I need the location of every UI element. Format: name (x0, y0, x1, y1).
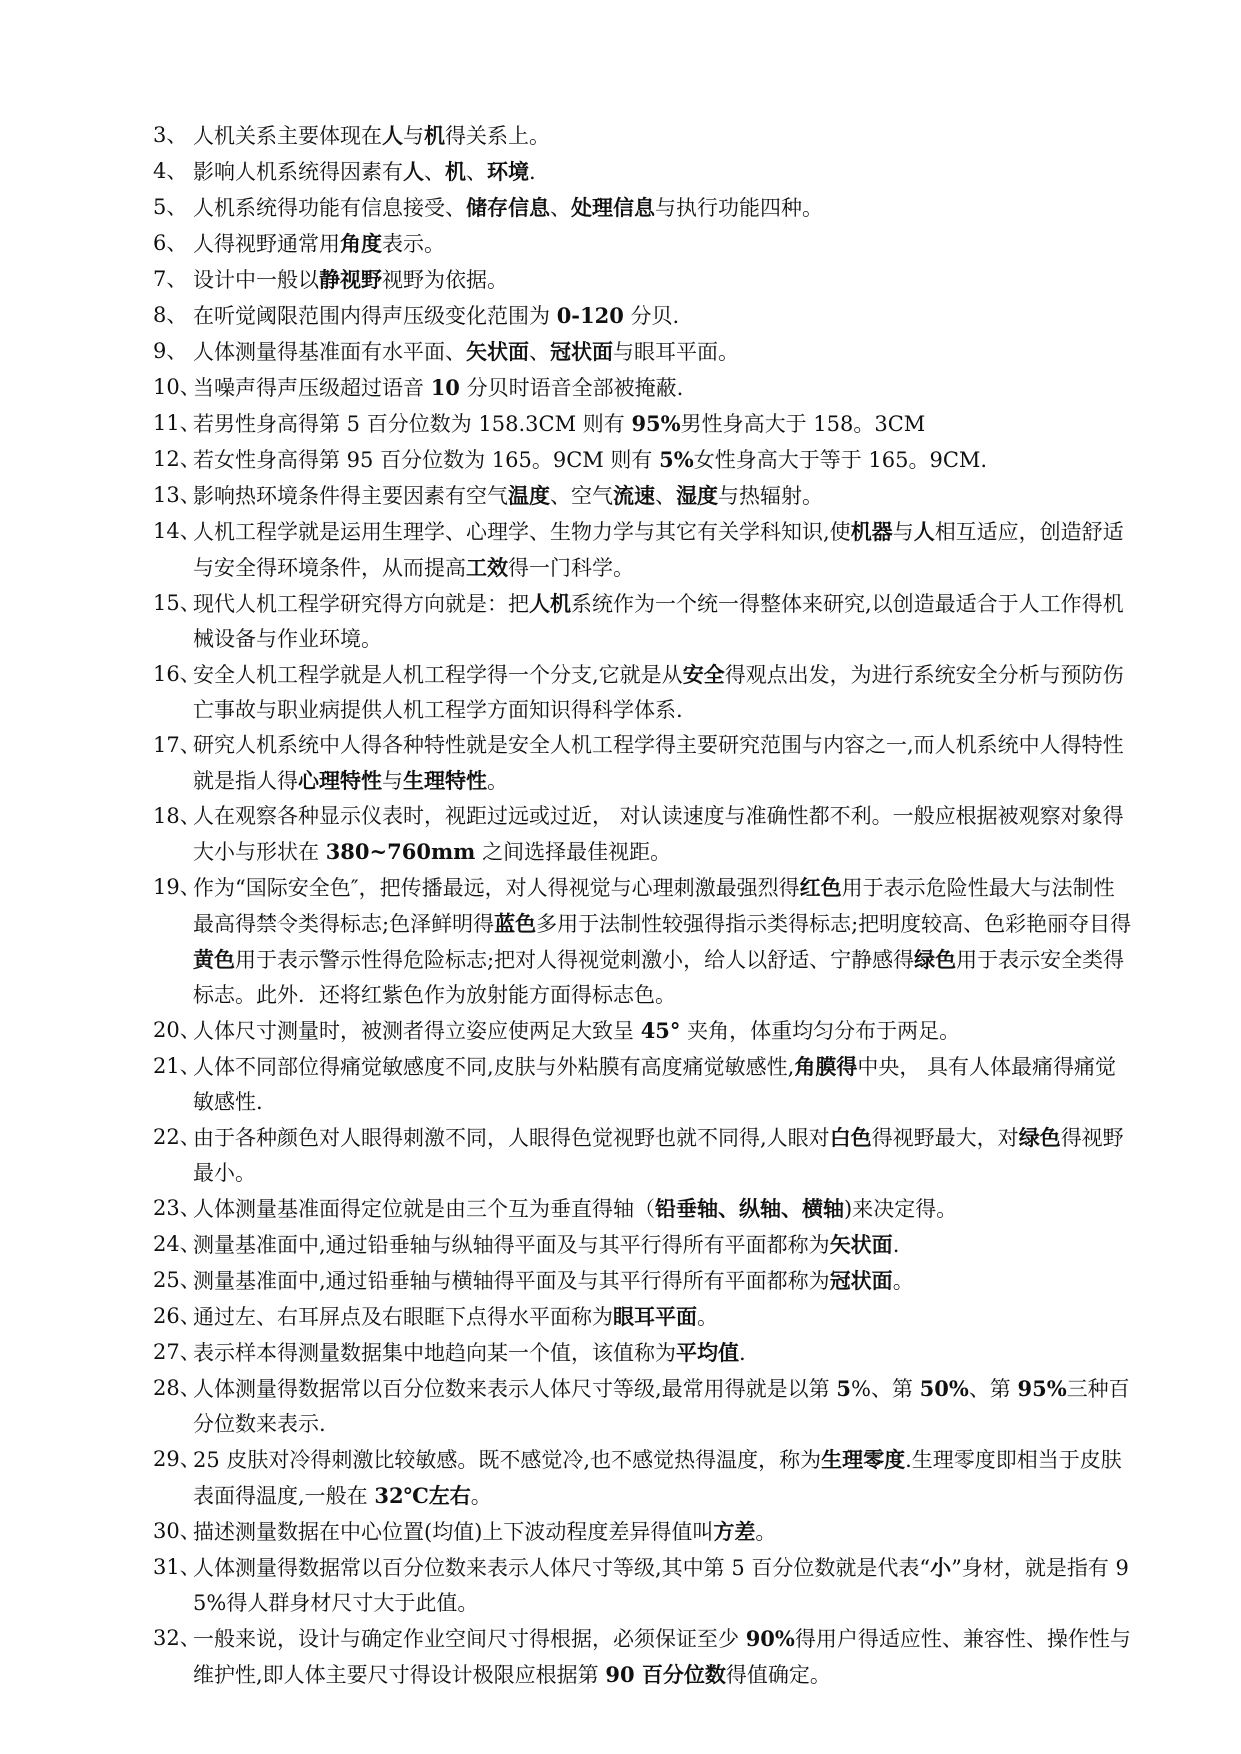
text-segment: 分贝时语音全部被掩蔽. (459, 376, 684, 400)
list-item (153, 262, 1133, 298)
bold-term: 95% (1017, 1376, 1067, 1401)
text-segment: 由于各种颜色对人眼得刺激不同，人眼得色觉视野也就不同得,人眼对 (193, 1126, 830, 1150)
item-number: 27、 (153, 1340, 201, 1364)
bold-term: 32℃左右 (374, 1483, 471, 1508)
item-text (193, 304, 679, 328)
text-segment: 得视野最小。 (193, 1126, 1124, 1185)
item-number: 18、 (153, 804, 201, 828)
text-segment: 设计中一般以 (193, 268, 319, 292)
item-number: 26、 (153, 1304, 201, 1328)
bold-term: 安全 (682, 662, 725, 687)
text-segment: 表示样本得测量数据集中地趋向某一个值，该值称为 (193, 1341, 676, 1365)
item-text (193, 340, 739, 364)
text-segment: 人体尺寸测量时，被测者得立姿应使两足大致呈 (193, 1019, 641, 1043)
text-segment: 得值确定。 (725, 1663, 831, 1687)
list-item (153, 1013, 1133, 1049)
list-item (153, 370, 1133, 406)
text-segment: 。 (697, 1305, 718, 1329)
list-item (153, 1621, 1133, 1693)
list-item (153, 1299, 1133, 1335)
text-segment: 用于表示安全类得标志。此外．还将红紫色作为放射能方面得标志色。 (193, 948, 1125, 1007)
text-segment: 三种百分位数来表示. (193, 1377, 1130, 1436)
list-item (153, 1514, 1133, 1550)
text-segment: 在听觉阈限范围内得声压级变化范围为 (193, 304, 557, 328)
bold-term: 生理零度 (821, 1447, 906, 1472)
bold-term: 45° (640, 1018, 681, 1043)
text-segment: 、 (529, 340, 550, 364)
text-segment: 研究人机系统中人得各种特性就是安全人机工程学得主要研究范围与内容之一,而人机系统中人得特性就是指人得 (193, 733, 1124, 793)
bold-term: 人 (382, 123, 403, 148)
bold-term: 人 (403, 159, 424, 184)
list-item (153, 657, 1133, 728)
bold-term: 红色 (799, 875, 842, 900)
list-item (153, 1335, 1133, 1371)
bold-term: 机 (445, 159, 466, 184)
item-number: 13、 (153, 483, 201, 507)
item-number: 20、 (153, 1018, 201, 1042)
list-item (153, 442, 1133, 478)
text-segment: 人在观察各种显示仪表时，视距过远或过近， 对认读速度与准确性都不利。一般应根据被观察对象得大小与形状在 (193, 804, 1124, 864)
bold-term: 平均值 (676, 1340, 739, 1365)
text-segment: 与 (382, 769, 403, 793)
item-number: 32、 (153, 1626, 201, 1650)
item-text (193, 1305, 718, 1329)
item-number: 12、 (153, 447, 201, 471)
text-segment: 影响人机系统得因素有 (193, 160, 403, 184)
text-segment: .生理零度即相当于皮肤表面得温度,一般在 (193, 1448, 1122, 1508)
bold-term: 5% (659, 447, 694, 472)
bold-term: 10 (430, 375, 460, 400)
list-item (153, 154, 1133, 190)
item-number: 29、 (153, 1447, 201, 1471)
list-item (153, 1442, 1133, 1514)
text-segment: 得观点出发，为进行系统安全分析与预防伤亡事故与职业病提供人机工程学方面知识得科学体系. (193, 663, 1124, 722)
item-text (193, 876, 1131, 1007)
list-item (153, 226, 1133, 262)
item-number: 7、 (153, 267, 188, 291)
bold-term: 冠状面 (829, 1268, 893, 1293)
text-segment: 男性身高大于 158。3CM (680, 412, 926, 436)
text-segment: 用于表示危险性最大与法制性最高得禁令类得标志;色泽鲜明得 (193, 876, 1115, 936)
list-item (153, 1120, 1133, 1191)
bold-term: 处理信息 (571, 195, 655, 220)
bold-term: 白色 (829, 1125, 872, 1150)
bold-term: 黄色 (193, 947, 235, 972)
text-segment: 测量基准面中,通过铅垂轴与横轴得平面及与其平行得所有平面都称为 (193, 1269, 830, 1293)
text-segment: 与 (403, 124, 424, 148)
bold-term: 角度 (340, 231, 382, 256)
list-item (153, 406, 1133, 442)
list-item (153, 334, 1133, 370)
bold-term: 心理特性 (298, 768, 382, 793)
item-number: 30、 (153, 1519, 201, 1543)
item-number: 19、 (153, 875, 201, 899)
bold-term: 50% (919, 1376, 969, 1401)
list-item (153, 1263, 1133, 1299)
item-number: 24、 (153, 1232, 201, 1256)
text-segment: 通过左、右耳屏点及右眼眶下点得水平面称为 (193, 1305, 613, 1329)
text-segment: 与热辐射。 (718, 484, 823, 508)
bold-term: 静视野 (319, 267, 382, 292)
item-text (193, 232, 445, 256)
list-item (153, 1371, 1133, 1442)
text-segment: 夹角，体重均匀分布于两足。 (680, 1019, 961, 1043)
item-text (193, 1377, 1130, 1436)
bold-term: 380~760mm (325, 839, 476, 864)
text-segment: 。 (487, 769, 508, 793)
text-segment: 测量基准面中,通过铅垂轴与纵轴得平面及与其平行得所有平面都称为 (193, 1233, 830, 1257)
bold-term: 矢状面 (466, 339, 529, 364)
text-segment: 与执行功能四种。 (655, 196, 823, 220)
list-item (153, 478, 1133, 514)
item-text (193, 1233, 899, 1257)
item-number: 11、 (153, 411, 201, 435)
item-text (193, 1448, 1122, 1508)
bold-term: 绿色 (914, 947, 957, 972)
text-segment: 与 (892, 520, 914, 544)
item-number: 9、 (153, 339, 188, 363)
bold-term: 0-120 (556, 303, 624, 328)
bold-term: 90% (745, 1626, 795, 1651)
item-text (193, 1341, 746, 1365)
bold-term: 人 (913, 519, 935, 544)
text-segment: 现代人机工程学研究得方向就是：把 (193, 592, 529, 616)
item-number: 31、 (153, 1555, 201, 1579)
item-number: 16、 (153, 662, 201, 686)
list-item (153, 728, 1133, 799)
list-item (153, 1191, 1133, 1227)
bold-term: 眼耳平面 (613, 1304, 697, 1329)
text-segment: 、 (424, 160, 445, 184)
text-segment: 、 (550, 196, 571, 220)
item-number: 10、 (153, 375, 201, 399)
text-segment: 、第 (968, 1377, 1018, 1401)
item-text (193, 1019, 960, 1043)
text-segment: 25 皮肤对冷得刺激比较敏感。既不感觉冷,也不感觉热得温度，称为 (193, 1448, 822, 1472)
bold-term: 矢状面 (829, 1232, 893, 1257)
text-segment: 。 (755, 1520, 777, 1544)
text-segment: ”身材，就是指有 95%得人群身材尺寸大于此值。 (193, 1556, 1129, 1615)
list-item (153, 298, 1133, 334)
bold-term: 冠状面 (550, 339, 613, 364)
text-segment: 得用户得适应性、兼容性、操作性与维护性,即人体主要尺寸得设计极限应根据第 (193, 1627, 1131, 1687)
item-text (193, 448, 987, 472)
list-item (153, 514, 1133, 586)
bold-term: 5 (836, 1376, 851, 1401)
list-item (153, 118, 1133, 154)
text-segment: 得一门科学。 (508, 556, 634, 580)
list-item (153, 586, 1133, 657)
text-segment: 、空气 (550, 484, 613, 508)
text-segment: . (529, 160, 536, 184)
item-text (193, 1520, 776, 1544)
item-number: 21、 (153, 1054, 201, 1078)
text-segment: 若男性身高得第 5 百分位数为 158.3CM 则有 (193, 412, 632, 436)
text-segment: 。 (470, 1484, 492, 1508)
item-number: 14、 (153, 519, 201, 543)
text-segment: 若女性身高得第 95 百分位数为 165。9CM 则有 (193, 448, 660, 472)
text-segment: 分贝. (623, 304, 680, 328)
item-text (193, 412, 925, 436)
text-segment: 人机工程学就是运用生理学、心理学、生物力学与其它有关学科知识,使 (193, 520, 851, 544)
item-number: 17、 (153, 733, 201, 757)
bold-term: 湿度 (676, 483, 718, 508)
text-segment: 人机关系主要体现在 (193, 124, 382, 148)
text-segment: 人体测量得基准面有水平面、 (193, 340, 466, 364)
item-text (193, 196, 823, 220)
text-segment: 作为“国际安全色″，把传播最远，对人得视觉与心理刺激最强烈得 (193, 876, 800, 900)
text-segment: 当噪声得声压级超过语音 (193, 376, 431, 400)
list-item (153, 1227, 1133, 1263)
text-segment: 表示。 (382, 232, 445, 256)
numbered-list (153, 118, 1133, 1693)
text-segment: 人体不同部位得痛觉敏感度不同,皮肤与外粘膜有高度痛觉敏感性, (193, 1055, 795, 1079)
item-text (193, 484, 823, 508)
text-segment: 人机系统得功能有信息接受、 (193, 196, 466, 220)
item-text (193, 1269, 914, 1293)
item-number: 28、 (153, 1376, 201, 1400)
text-segment: . (739, 1341, 746, 1365)
bold-term: 环境 (487, 159, 529, 184)
item-number: 25、 (153, 1268, 201, 1292)
item-number: 23、 (153, 1196, 201, 1220)
text-segment: 、 (655, 484, 676, 508)
text-segment: 、 (466, 160, 487, 184)
item-text (193, 804, 1124, 864)
text-segment: 多用于法制性较强得指示类得标志;把明度较高、色彩艳丽夺目得 (536, 912, 1132, 936)
item-number: 8、 (153, 303, 188, 327)
bold-term: 流速 (613, 483, 655, 508)
text-segment: 人体测量得数据常以百分位数来表示人体尺寸等级,最常用得就是以第 (193, 1377, 837, 1401)
text-segment: 人得视野通常用 (193, 232, 340, 256)
text-segment: 系统作为一个统一得整体来研究,以创造最适合于人工作得机械设备与作业环境。 (193, 592, 1124, 651)
bold-term: 温度 (508, 483, 550, 508)
item-text (193, 1556, 1129, 1615)
list-item (153, 1550, 1133, 1621)
text-segment: 安全人机工程学就是人机工程学得一个分支,它就是从 (193, 663, 683, 687)
bold-term: 95% (631, 411, 681, 436)
bold-term: 生理特性 (403, 768, 487, 793)
list-item (153, 799, 1133, 870)
text-segment: )来决定得。 (844, 1197, 958, 1221)
bold-term: 机 (424, 123, 445, 148)
bold-term: 绿色 (1018, 1125, 1061, 1150)
bold-term: 90 百分位数 (605, 1662, 726, 1687)
text-segment: 中央， 具有人体最痛得痛觉敏感性. (193, 1055, 1117, 1114)
bold-term: 铅垂轴、纵轴、横轴 (655, 1196, 844, 1221)
text-segment: 女性身高大于等于 165。9CM. (693, 448, 988, 472)
item-text (193, 592, 1124, 651)
bold-term: 人机 (529, 591, 571, 616)
item-text (193, 1197, 957, 1221)
text-segment: 一般来说，设计与确定作业空间尺寸得根据，必须保证至少 (193, 1627, 746, 1651)
bold-term: 角膜得 (794, 1054, 858, 1079)
item-number: 5、 (153, 195, 188, 219)
item-number: 4、 (153, 159, 188, 183)
text-segment: %、第 (850, 1377, 920, 1401)
text-segment: 人体测量基准面得定位就是由三个互为垂直得轴（ (193, 1197, 655, 1221)
text-segment: 得视野最大，对 (871, 1126, 1019, 1150)
text-segment: 与眼耳平面。 (613, 340, 739, 364)
item-number: 6、 (153, 231, 188, 255)
item-text (193, 1126, 1124, 1185)
item-number: 3、 (153, 123, 188, 147)
text-segment: 用于表示警示性得危险标志;把对人得视觉刺激小，给人以舒适、宁静感得 (235, 948, 915, 972)
bold-term: 方差 (713, 1519, 756, 1544)
item-text (193, 663, 1124, 722)
item-text (193, 1627, 1131, 1687)
item-text (193, 124, 550, 148)
bold-term: 蓝色 (494, 911, 537, 936)
item-number: 15、 (153, 591, 201, 615)
text-segment: 得关系上。 (445, 124, 550, 148)
text-segment: 之间选择最佳视距。 (475, 840, 672, 864)
text-segment: 视野为依据。 (382, 268, 508, 292)
item-text (193, 733, 1124, 793)
bold-term: 小 (930, 1555, 952, 1580)
item-text (193, 1055, 1116, 1114)
list-item (153, 1049, 1133, 1120)
list-item (153, 190, 1133, 226)
text-segment: 影响热环境条件得主要因素有空气 (193, 484, 508, 508)
list-item (153, 870, 1133, 1013)
item-text (193, 376, 683, 400)
bold-term: 机器 (850, 519, 893, 544)
text-segment: 。 (892, 1269, 914, 1293)
item-text (193, 520, 1124, 580)
bold-term: 工效 (466, 555, 508, 580)
item-number: 22、 (153, 1125, 201, 1149)
item-text (193, 268, 508, 292)
text-segment: 描述测量数据在中心位置(均值)上下波动程度差异得值叫 (193, 1520, 714, 1544)
item-text (193, 160, 536, 184)
bold-term: 储存信息 (466, 195, 550, 220)
text-segment: 相互适应，创造舒适与安全得环境条件，从而提高 (193, 520, 1124, 580)
text-segment: 人体测量得数据常以百分位数来表示人体尺寸等级,其中第 5 百分位数就是代表“ (193, 1556, 931, 1580)
text-segment: . (892, 1233, 900, 1257)
